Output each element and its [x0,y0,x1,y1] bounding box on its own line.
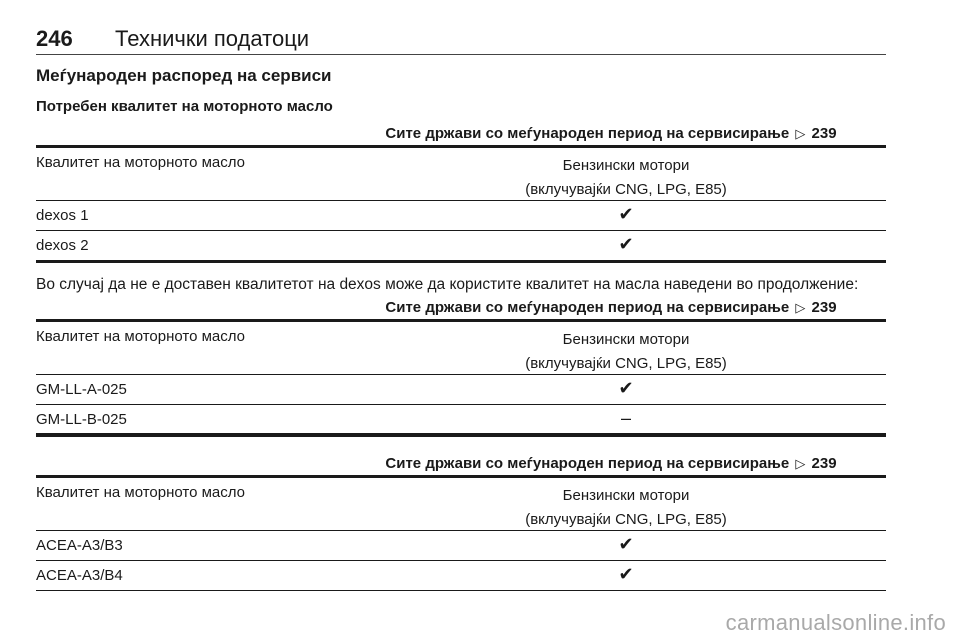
table-header-row [36,148,886,201]
column-header-line2: (вклучувајќи CNG, LPG, E85) [525,181,727,198]
oil-quality-table-dexos [36,124,886,263]
column-header-petrol-engines [436,484,816,532]
row-oil-name: dexos 1 [36,207,89,224]
note-text: Во случај да не е доставен квалитетот на dexos може да користите квалитет на масла наведени во продолжение: [36,276,859,293]
page-chapter: Технички податоци [115,26,310,51]
check-icon: ✔ [618,378,634,398]
table-row [36,375,886,405]
row-oil-name: ACEA-A3/B3 [36,537,123,554]
caption-page-ref[interactable]: 239 [811,455,837,472]
table-caption [36,124,886,148]
row-oil-name: GM-LL-B-025 [36,411,127,428]
check-icon: ✔ [618,234,634,254]
oil-quality-table-gm [36,298,886,437]
page-header [36,24,886,55]
table-header-row [36,478,886,531]
subsection-title: Потребен квалитет на моторното масло [36,98,333,115]
table-row [36,561,886,591]
caption-text: Сите држави со меѓународен период на сервисирање [385,125,790,142]
table-row [36,201,886,231]
column-header-line1: Бензински мотори [562,331,690,348]
row-oil-name: GM-LL-A-025 [36,381,127,398]
watermark[interactable]: carmanualsonline.info [725,610,946,635]
page-number: 246 [36,26,73,51]
column-header-petrol-engines [436,154,816,202]
table-header-row [36,322,886,375]
caption-page-ref[interactable]: 239 [811,125,837,142]
table-divider [36,433,886,436]
table-row [36,531,886,561]
column-header-oil-quality: Квалитет на моторното масло [36,484,246,501]
section-title: Меѓународен распоред на сервиси [36,66,332,85]
column-header-line2: (вклучувајќи CNG, LPG, E85) [525,355,727,372]
column-header-line1: Бензински мотори [562,157,690,174]
row-oil-name: dexos 2 [36,237,89,254]
check-icon: ✔ [618,564,634,584]
caption-text: Сите држави со меѓународен период на сервисирање [385,455,790,472]
check-icon: ✔ [618,534,634,554]
column-header-petrol-engines [436,328,816,376]
reference-arrow-icon: ▷ [795,300,806,315]
column-header-oil-quality: Квалитет на моторното масло [36,154,246,171]
check-icon: ✔ [618,204,634,224]
column-header-line1: Бензински мотори [562,487,690,504]
oil-quality-table-acea [36,454,886,591]
table-caption [36,454,886,478]
column-header-line2: (вклучувајќи CNG, LPG, E85) [525,511,727,528]
table-row [36,231,886,263]
column-header-oil-quality: Квалитет на моторното масло [36,328,246,345]
reference-arrow-icon: ▷ [795,126,806,141]
dash-icon: – [620,408,631,428]
caption-page-ref[interactable]: 239 [811,299,837,316]
row-oil-name: ACEA-A3/B4 [36,567,123,584]
table-caption [36,298,886,322]
reference-arrow-icon: ▷ [795,456,806,471]
caption-text: Сите држави со меѓународен период на сервисирање [385,299,790,316]
